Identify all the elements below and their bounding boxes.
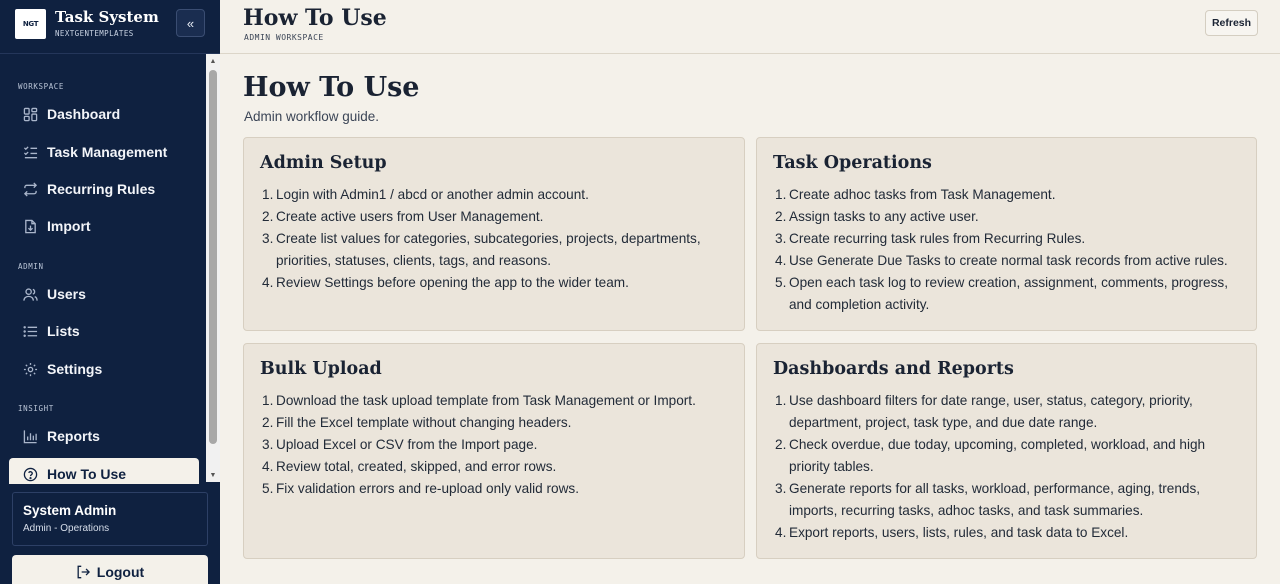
sidebar-item-lists[interactable] [9,315,199,347]
section-label-workspace: WORKSPACE [18,82,65,91]
sidebar [0,0,220,584]
section-label-insight: INSIGHT [18,404,54,413]
logout-label: Logout [96,564,145,580]
user-card [12,492,208,546]
card-bulk-upload [243,343,745,559]
step-item: Create adhoc tasks from Task Management. [789,187,1056,202]
sidebar-item-how-to-use[interactable] [9,458,199,484]
card-admin-setup [243,137,745,331]
header-subtitle: ADMIN WORKSPACE [244,33,324,42]
card-task-operations [756,137,1257,331]
sidebar-item-label: Import [47,218,91,234]
card-title: Task Operations [773,153,932,173]
step-item: Create recurring task rules from Recurring Rules. [789,231,1086,246]
step-item: Fill the Excel template without changing headers. [276,415,572,430]
refresh-button[interactable]: Refresh [1205,10,1258,36]
sidebar-item-label: Lists [47,323,80,339]
step-item: Review Settings before opening the app to the wider team. [276,275,629,290]
scroll-down-arrow-icon[interactable]: ▼ [209,471,217,479]
file-import-icon [21,217,39,235]
step-item: Export reports, users, lists, rules, and task data to Excel. [789,525,1129,540]
step-item: Review total, created, skipped, and error rows. [276,459,557,474]
steps-list [773,390,1244,544]
steps-list [260,390,732,500]
step-item: Upload Excel or CSV from the Import page. [276,437,538,452]
sidebar-item-label: Settings [47,361,103,377]
users-icon [21,285,39,303]
sidebar-item-dashboard[interactable] [9,98,199,130]
gear-icon [21,360,39,378]
step-item: Download the task upload template from Task Management or Import. [276,393,696,408]
logout-icon [76,565,90,579]
sidebar-item-import[interactable] [9,210,199,242]
header-title: How To Use [243,5,387,31]
step-item: Check overdue, due today, upcoming, completed, workload, and high priority tables. [789,437,1206,474]
step-item: Use Generate Due Tasks to create normal task records from active rules. [789,253,1228,268]
step-item: Fix validation errors and re-upload only valid rows. [276,481,579,496]
step-item: Login with Admin1 / abcd or another admin account. [276,187,589,202]
step-item: Open each task log to review creation, assignment, comments, progress, and completion activity. [789,275,1228,312]
brand [0,0,220,54]
sidebar-item-task-management[interactable] [9,136,199,168]
grid-icon [21,105,39,123]
checklist-icon [21,143,39,161]
help-circle-icon [21,465,39,483]
section-label-admin: ADMIN [18,262,44,271]
sidebar-nav [0,54,206,484]
top-bar [220,0,1280,54]
step-item: Assign tasks to any active user. [789,209,979,224]
bar-chart-icon [21,427,39,445]
sidebar-scrollbar[interactable] [206,54,220,482]
sidebar-item-label: Users [47,286,86,302]
sidebar-item-settings[interactable] [9,353,199,385]
step-item: Use dashboard filters for date range, user, status, category, priority, department, project, task type, and due date range. [789,393,1193,430]
app-title: Task System [55,8,159,26]
sidebar-item-recurring-rules[interactable] [9,173,199,205]
logout-button[interactable] [12,555,208,584]
card-title: Admin Setup [260,153,387,173]
chevron-double-left-icon: « [186,15,195,31]
collapse-sidebar-button[interactable] [176,9,205,37]
user-name: System Admin [23,503,117,518]
sidebar-item-label: Dashboard [47,106,121,122]
list-icon [21,322,39,340]
sidebar-item-label: Recurring Rules [47,181,156,197]
sidebar-item-users[interactable] [9,278,199,310]
user-role: Admin - Operations [23,523,110,534]
sidebar-item-label: How To Use [47,466,127,482]
steps-list [773,184,1244,316]
steps-list [260,184,732,294]
sidebar-item-label: Reports [47,428,100,444]
app-subtitle: NEXTGENTEMPLATES [55,29,134,38]
card-title: Bulk Upload [260,359,382,379]
card-dashboards-and-reports [756,343,1257,559]
page-title: How To Use [243,72,420,103]
sidebar-item-reports[interactable] [9,420,199,452]
step-item: Generate reports for all tasks, workload, performance, aging, trends, imports, recurring tasks, adhoc tasks, and task summaries. [789,481,1201,518]
sidebar-item-label: Task Management [47,144,168,160]
scroll-up-arrow-icon[interactable]: ▲ [209,57,217,65]
page-subtitle: Admin workflow guide. [244,109,380,124]
scroll-thumb[interactable] [209,70,217,444]
app-logo: NGT [15,9,46,39]
step-item: Create active users from User Management. [276,209,544,224]
step-item: Create list values for categories, subcategories, projects, departments, priorities, statuses, clients, tags, and reasons. [276,231,701,268]
card-title: Dashboards and Reports [773,359,1014,379]
repeat-icon [21,180,39,198]
